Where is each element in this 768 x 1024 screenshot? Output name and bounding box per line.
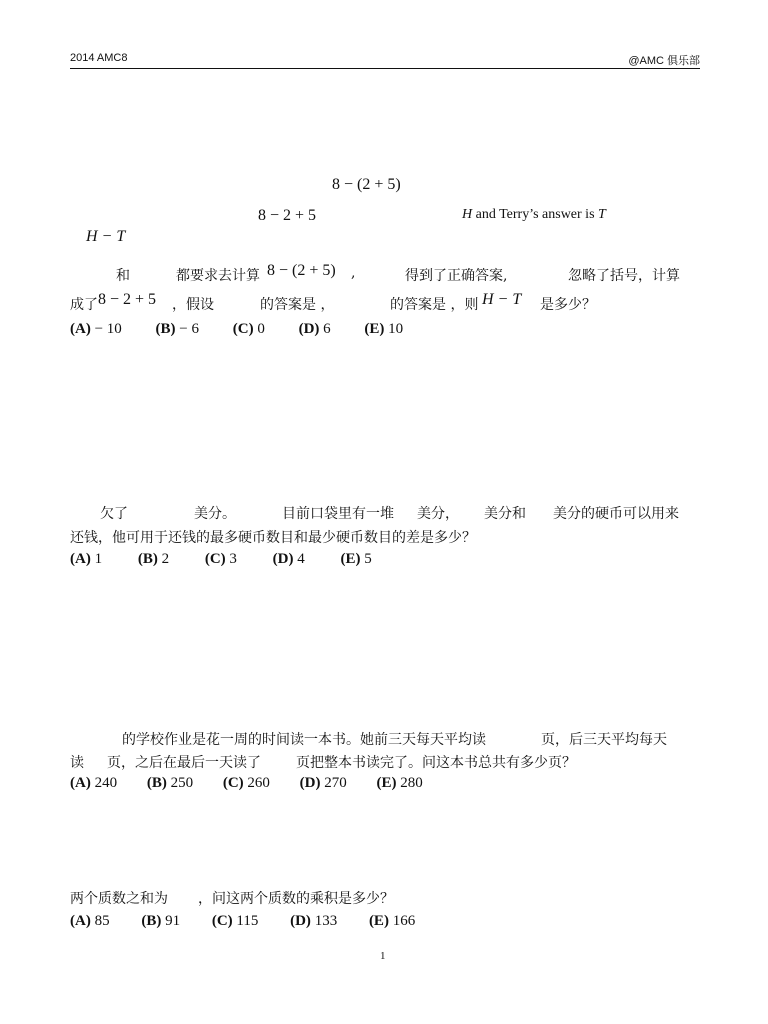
q3-line2-part-c: 页把整本书读完了。问这本书总共有多少页？	[296, 755, 576, 771]
q1-line2-part-e: 是多少？	[540, 297, 596, 313]
q4-choice-c[interactable]: (C) 115	[211, 913, 259, 929]
q1-choice-d[interactable]: (D) 6	[298, 321, 331, 337]
q3-choice-c[interactable]: (C) 260	[222, 775, 270, 791]
q3-line1-part-b: 页，后三天平均每天	[541, 732, 667, 748]
header-left: 2014 AMC8	[70, 52, 128, 64]
q1-var-T: T	[598, 207, 606, 222]
q4-choices	[70, 913, 415, 930]
page-header	[70, 50, 700, 69]
q2-line1-part-c: 目前口袋里有一堆	[282, 506, 394, 522]
q1-expression-mid: 8 − 2 + 5	[258, 207, 317, 224]
q4-line1-part-b: ，问这两个质数的乘积是多少？	[198, 891, 394, 907]
q1-line2-expression-h-minus-t: H − T	[482, 291, 522, 308]
q2-choice-a[interactable]: (A) 1	[70, 551, 103, 567]
page-number: 1	[380, 950, 386, 962]
q4-line1-part-a: 两个质数之和为	[70, 891, 168, 907]
q3-choices	[70, 775, 423, 792]
q1-line2-part-b: ，假设	[172, 297, 214, 313]
q4-choice-e[interactable]: (E) 166	[368, 913, 416, 929]
q3-choice-d[interactable]: (D) 270	[299, 775, 347, 791]
q1-line2-part-c: 的答案是 ，	[260, 297, 335, 313]
header-right: @AMC 俱乐部	[628, 55, 700, 67]
q1-choice-b[interactable]: (B) − 6	[155, 321, 200, 337]
q1-var-H: H	[462, 207, 473, 222]
q3-choice-e[interactable]: (E) 280	[376, 775, 423, 791]
q2-choices	[70, 551, 372, 568]
q2-line2: 还钱，他可用于还钱的最多硬币数目和最少硬币数目的差是多少？	[70, 530, 476, 546]
q3-choice-b[interactable]: (B) 250	[146, 775, 194, 791]
q1-choice-a[interactable]: (A) − 10	[70, 321, 122, 337]
q3-choice-a[interactable]: (A) 240	[70, 775, 118, 791]
q1-line1-part-d: 得到了正确答案,	[405, 268, 508, 284]
q1-english-line	[462, 207, 606, 223]
q1-line1-expression: 8 − (2 + 5)	[267, 262, 336, 279]
q1-line1-part-b: 都要求去计算	[176, 268, 260, 284]
q3-line2-part-a: 读	[70, 755, 84, 771]
q1-expression-top: 8 − (2 + 5)	[332, 176, 401, 193]
q2-line1-part-f: 美分的硬币可以用来	[553, 506, 679, 522]
q1-choice-e[interactable]: (E) 10	[364, 321, 404, 337]
q3-line1-part-a: 的学校作业是花一周的时间读一本书。她前三天每天平均读	[122, 732, 486, 748]
q4-choice-a[interactable]: (A) 85	[70, 913, 110, 929]
q3-line2-part-b: 页，之后在最后一天读了	[107, 755, 261, 771]
q1-line2-part-a: 成了	[70, 297, 98, 313]
q1-line1-comma: ,	[351, 265, 356, 281]
q2-line1-part-e: 美分和	[484, 506, 526, 522]
q4-choice-d[interactable]: (D) 133	[290, 913, 338, 929]
q2-choice-b[interactable]: (B) 2	[137, 551, 170, 567]
q1-expression-h-minus-t: H − T	[86, 228, 126, 245]
q1-line1-part-a: 和	[116, 268, 130, 284]
q4-choice-b[interactable]: (B) 91	[141, 913, 181, 929]
q2-line1-part-a: 欠了	[100, 506, 128, 522]
q2-choice-e[interactable]: (E) 5	[340, 551, 372, 567]
q1-choices	[70, 321, 403, 338]
q2-choice-d[interactable]: (D) 4	[272, 551, 305, 567]
q1-choice-c[interactable]: (C) 0	[232, 321, 265, 337]
q1-english-text: and Terry’s answer is	[472, 207, 599, 222]
q2-choice-c[interactable]: (C) 3	[204, 551, 237, 567]
q2-line1-part-d: 美分，	[417, 506, 459, 522]
q1-line2-part-d: 的答案是 ，则	[390, 297, 479, 313]
q2-line1-part-b: 美分。	[194, 506, 236, 522]
q1-line2-expression: 8 − 2 + 5	[98, 291, 157, 308]
q1-line1-part-e: 忽略了括号，计算	[568, 268, 680, 284]
